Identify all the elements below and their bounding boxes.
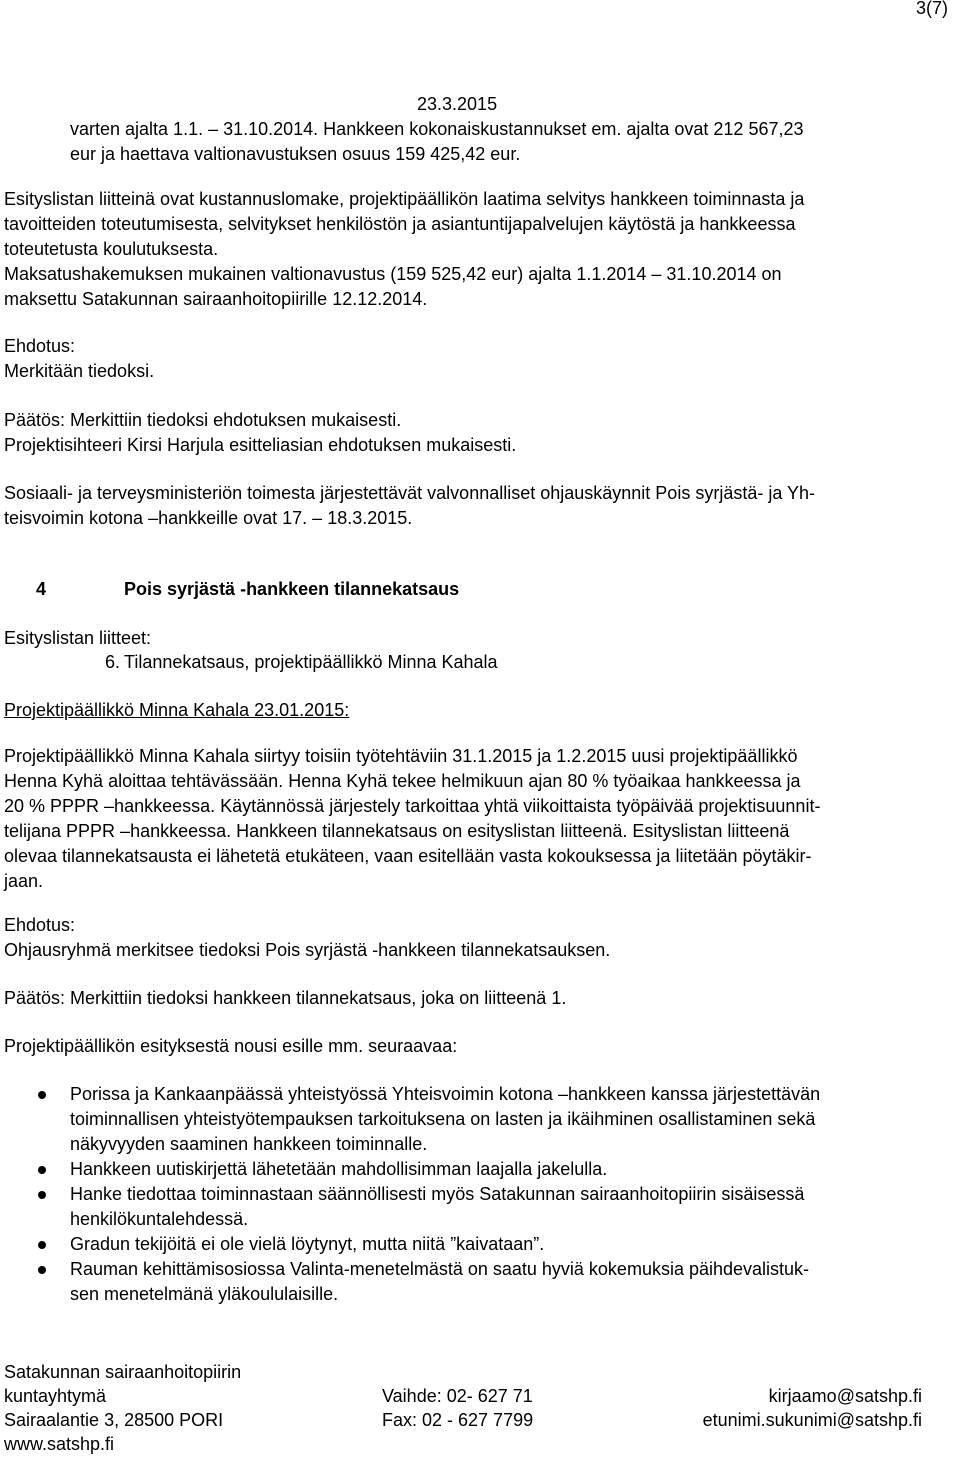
text-line: varten ajalta 1.1. – 31.10.2014. Hankkeen kokonaiskustannukset em. ajalta ovat 212 567,23 <box>70 119 804 139</box>
footer-contact-email <box>703 1384 922 1432</box>
decision-2 <box>4 986 566 1011</box>
footer-contact-phone <box>382 1384 533 1432</box>
decision-label: Päätös: <box>4 988 66 1008</box>
decision-text: Merkittiin tiedoksi hankkeen tilannekatsaus, joka on liitteenä 1. <box>65 988 567 1008</box>
footer-org-type: kuntayhtymä <box>4 1386 107 1406</box>
text-line: Rauman kehittämisosiossa Valinta-menetelmästä on saatu hyviä kokemuksia päihdevalistuk- <box>70 1259 810 1279</box>
section-number: 4 <box>36 579 47 599</box>
text-line: Hanke tiedottaa toiminnastaan säännöllisesti myös Satakunnan sairaanhoitopiirin sisäisessä <box>70 1184 805 1204</box>
proposal-label: Ehdotus: <box>4 915 76 935</box>
text-line: Henna Kyhä aloittaa tehtävässään. Henna Kyhä tekee helmikuun ajan 80 % työaikaa hankkeessa ja <box>4 771 801 791</box>
bullet-icon <box>38 1191 46 1199</box>
footer-email-link[interactable]: etunimi.sukunimi@satshp.fi <box>702 1410 922 1430</box>
pm-heading: Projektipäällikkö Minna Kahala 23.01.2015: <box>4 700 350 720</box>
list-item <box>0 1232 960 1257</box>
text-line: olevaa tilannekatsausta ei lähetetä etukäteen, vaan esitellään vasta kokouksessa ja liitetään pöytäkir- <box>4 846 812 866</box>
decision-text: Merkittiin tiedoksi ehdotuksen mukaisesti. <box>65 410 402 430</box>
list-item <box>0 1082 960 1157</box>
text-line: Sosiaali- ja terveysministeriön toimesta järjestettävät valvonnalliset ohjauskäynnit Pois syrjästä- ja Yh- <box>4 483 816 503</box>
proposal-text: Ohjausryhmä merkitsee tiedoksi Pois syrjästä -hankkeen tilannekatsauksen. <box>4 940 611 960</box>
text-line: näkyvyyden saaminen hankkeen toiminnalle. <box>70 1134 428 1154</box>
text-line: toiminnallisen yhteistyötempauksen tarkoituksena on lasten ja ikäihminen osallistaminen sekä <box>70 1109 816 1129</box>
attachments-paragraph <box>4 187 804 262</box>
footer-org-name: Satakunnan sairaanhoitopiirin <box>4 1362 242 1382</box>
attachment-number: 6. <box>105 652 121 672</box>
text-line: telijana PPPR –hankkeessa. Hankkeen tilannekatsaus on esityslistan liitteenä. Esityslistan liitteenä <box>4 821 790 841</box>
pm-paragraph <box>4 744 820 894</box>
bullet-icon <box>38 1241 46 1249</box>
bullet-icon <box>38 1166 46 1174</box>
attachment-item-link[interactable]: Tilannekatsaus, projektipäällikkö Minna Kahala <box>124 652 498 672</box>
section-title: Pois syrjästä -hankkeen tilannekatsaus <box>124 579 460 599</box>
text-line: Projektipäällikkö Minna Kahala siirtyy toisiin työtehtäviin 31.1.2015 ja 1.2.2015 uusi projektipäällikkö <box>4 746 798 766</box>
text-line: toteutetusta koulutuksesta. <box>4 239 219 259</box>
proposal-text: Merkitään tiedoksi. <box>4 361 155 381</box>
footer-phone: Vaihde: 02- 627 71 <box>382 1386 533 1406</box>
bullet-list <box>0 1082 960 1307</box>
text-line: teisvoimin kotona –hankkeille ovat 17. – 18.3.2015. <box>4 508 413 528</box>
attachments-label: Esityslistan liitteet: <box>4 628 152 648</box>
document-date: 23.3.2015 <box>417 94 498 114</box>
text-line: maksettu Satakunnan sairaanhoitopiirille 12.12.2014. <box>4 289 428 309</box>
visits-paragraph <box>4 481 815 531</box>
text-line: Gradun tekijöitä ei ole vielä löytynyt, mutta niitä ”kaivataan”. <box>70 1234 545 1254</box>
bullet-icon <box>38 1091 46 1099</box>
pm-intro: Projektipäällikön esityksestä nousi esille mm. seuraavaa: <box>4 1036 458 1056</box>
proposal-1 <box>4 334 154 384</box>
proposal-label: Ehdotus: <box>4 336 76 356</box>
footer-address: Sairaalantie 3, 28500 PORI <box>4 1410 224 1430</box>
text-line: Maksatushakemuksen mukainen valtionavustus (159 525,42 eur) ajalta 1.1.2014 – 31.10.2014 on <box>4 264 782 284</box>
text-line: Porissa ja Kankaanpäässä yhteistyössä Yhteisvoimin kotona –hankkeen kanssa järjestettävän <box>70 1084 821 1104</box>
footer-organization <box>4 1360 241 1456</box>
footer-website-link[interactable]: www.satshp.fi <box>4 1434 115 1454</box>
list-item <box>0 1257 960 1307</box>
text-line: 20 % PPPR –hankkeessa. Käytännössä järjestely tarkoittaa yhtä viikoittaista työpäivää projektisuunnit- <box>4 796 821 816</box>
text-line: tavoitteiden toteutumisesta, selvitykset henkilöstön ja asiantuntijapalvelujen käytöstä ja hankkeessa <box>4 214 796 234</box>
bullet-icon <box>38 1266 46 1274</box>
text-line: eur ja haettava valtionavustuksen osuus 159 425,42 eur. <box>70 144 521 164</box>
text-line: jaan. <box>4 871 44 891</box>
proposal-2 <box>4 913 610 963</box>
footer-email-link[interactable]: kirjaamo@satshp.fi <box>768 1386 922 1406</box>
page-number: 3(7) <box>915 0 948 18</box>
decision-label: Päätös: <box>4 410 66 430</box>
text-line: henkilökuntalehdessä. <box>70 1209 249 1229</box>
text-line: sen menetelmänä yläkoululaisille. <box>70 1284 339 1304</box>
decision-1 <box>4 408 516 458</box>
text-line: Hankkeen uutiskirjettä lähetetään mahdollisimman laajalla jakelulla. <box>70 1159 608 1179</box>
intro-paragraph <box>70 117 804 167</box>
list-item <box>0 1157 960 1182</box>
secretary-line: Projektisihteeri Kirsi Harjula esitteliasian ehdotuksen mukaisesti. <box>4 435 517 455</box>
footer-fax: Fax: 02 - 627 7799 <box>382 1410 534 1430</box>
text-line: Esityslistan liitteinä ovat kustannuslomake, projektipäällikön laatima selvitys hankkeen toiminnasta ja <box>4 189 805 209</box>
list-item <box>0 1182 960 1232</box>
payment-paragraph <box>4 262 782 312</box>
